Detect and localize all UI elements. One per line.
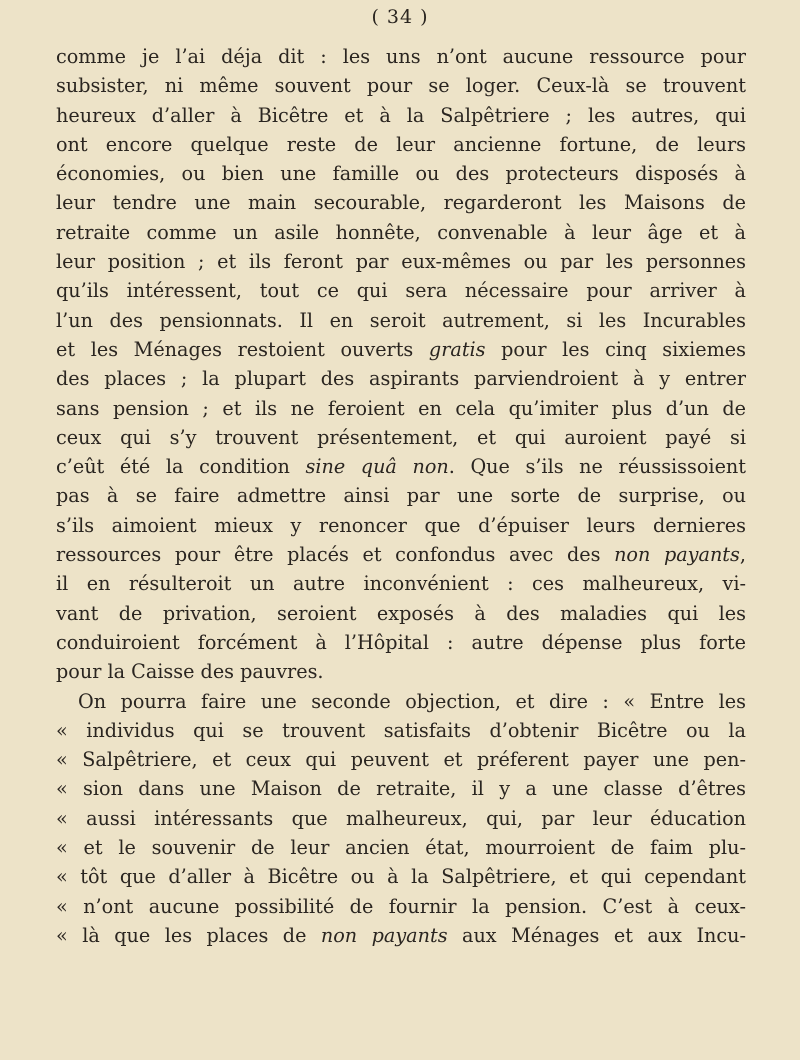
text-segment: « n’ont aucune possibilité de fournir la pension. C’est à ceux-	[56, 894, 746, 918]
italic-term: non payants	[614, 543, 740, 567]
text-line	[56, 364, 746, 393]
text-line	[56, 452, 746, 481]
text-line	[56, 130, 746, 159]
text-segment: « là que les places de	[56, 923, 321, 947]
text-segment: vant de privation, seroient exposés à des maladies qui les	[56, 601, 746, 625]
italic-term: sine quâ non	[305, 455, 449, 479]
text-line	[56, 511, 746, 540]
text-line	[56, 862, 746, 891]
text-segment: ,	[739, 543, 746, 567]
text-line	[56, 394, 746, 423]
text-line	[56, 657, 746, 686]
text-segment: qu’ils intéressent, tout ce qui sera nécessaire pour arriver à	[56, 279, 746, 303]
italic-term: non payants	[320, 923, 448, 947]
text-segment: . Que s’ils ne réussissoient	[448, 455, 746, 479]
text-line	[56, 218, 746, 247]
text-line	[56, 335, 746, 364]
text-segment: s’ils aimoient mieux y renoncer que d’épuiser leurs dernieres	[56, 513, 746, 537]
text-line	[56, 745, 746, 774]
text-segment: et les Ménages restoient ouverts	[56, 337, 429, 361]
text-line	[56, 481, 746, 510]
text-line	[56, 159, 746, 188]
text-segment: pour la Caisse des pauvres.	[56, 660, 324, 684]
text-segment: il en résulteroit un autre inconvénient : ces malheureux, vi-	[56, 572, 746, 596]
text-segment: ont encore quelque reste de leur ancienne fortune, de leurs	[56, 132, 746, 156]
text-segment: pas à se faire admettre ainsi par une sorte de surprise, ou	[56, 484, 746, 508]
text-segment: On pourra faire une seconde objection, et dire : « Entre les	[78, 689, 746, 713]
text-segment: sans pension ; et ils ne feroient en cela qu’imiter plus d’un de	[56, 396, 746, 420]
text-line	[56, 569, 746, 598]
text-line	[56, 306, 746, 335]
text-segment: économies, ou bien une famille ou des protecteurs disposés à	[56, 162, 746, 186]
text-segment: l’un des pensionnats. Il en seroit autrement, si les Incurables	[56, 308, 746, 332]
text-segment: « individus qui se trouvent satisfaits d’obtenir Bicêtre ou la	[56, 718, 746, 742]
text-line	[56, 892, 746, 921]
italic-term: gratis	[428, 337, 486, 361]
text-line	[56, 540, 746, 569]
text-line	[56, 42, 746, 71]
text-segment: « Salpêtriere, et ceux qui peuvent et préferent payer une pen-	[56, 748, 746, 772]
text-line	[56, 774, 746, 803]
text-segment: pour les cinq sixiemes	[485, 337, 746, 361]
text-line	[56, 716, 746, 745]
text-line	[56, 599, 746, 628]
text-segment: des places ; la plupart des aspirants parviendroient à y entrer	[56, 367, 746, 391]
text-line	[56, 101, 746, 130]
text-line	[56, 276, 746, 305]
text-segment: comme je l’ai déja dit : les uns n’ont aucune ressource pour	[56, 45, 746, 68]
text-segment: ressources pour être placés et confondus avec des	[56, 543, 615, 567]
body-text	[56, 42, 746, 950]
text-segment: leur position ; et ils feront par eux-mêmes ou par les personnes	[56, 250, 746, 274]
text-line	[56, 188, 746, 217]
text-line	[56, 628, 746, 657]
text-line	[56, 921, 746, 950]
text-segment: « sion dans une Maison de retraite, il y a une classe d’êtres	[56, 777, 746, 801]
text-line	[56, 687, 746, 716]
text-line	[56, 71, 746, 100]
text-segment: conduiroient forcément à l’Hôpital : autre dépense plus forte	[56, 630, 746, 654]
text-segment: « tôt que d’aller à Bicêtre ou à la Salpêtriere, et qui cependant	[56, 865, 746, 889]
text-segment: « et le souvenir de leur ancien état, mourroient de faim plu-	[56, 836, 746, 860]
text-segment: c’eût été la condition	[56, 455, 306, 479]
text-line	[56, 423, 746, 452]
text-line	[56, 833, 746, 862]
text-line	[56, 247, 746, 276]
text-segment: leur tendre une main secourable, regarderont les Maisons de	[56, 191, 746, 215]
text-segment: retraite comme un asile honnête, convenable à leur âge et à	[56, 220, 746, 244]
text-line	[56, 804, 746, 833]
text-segment: « aussi intéressants que malheureux, qui, par leur éducation	[56, 806, 746, 830]
text-segment: heureux d’aller à Bicêtre et à la Salpêtriere ; les autres, qui	[56, 103, 746, 127]
text-segment: aux Ménages et aux Incu-	[447, 923, 746, 947]
text-segment: ceux qui s’y trouvent présentement, et qui auroient payé si	[56, 425, 746, 449]
page-number: ( 34 )	[371, 6, 429, 28]
text-segment: subsister, ni même souvent pour se loger. Ceux-là se trouvent	[56, 74, 746, 98]
